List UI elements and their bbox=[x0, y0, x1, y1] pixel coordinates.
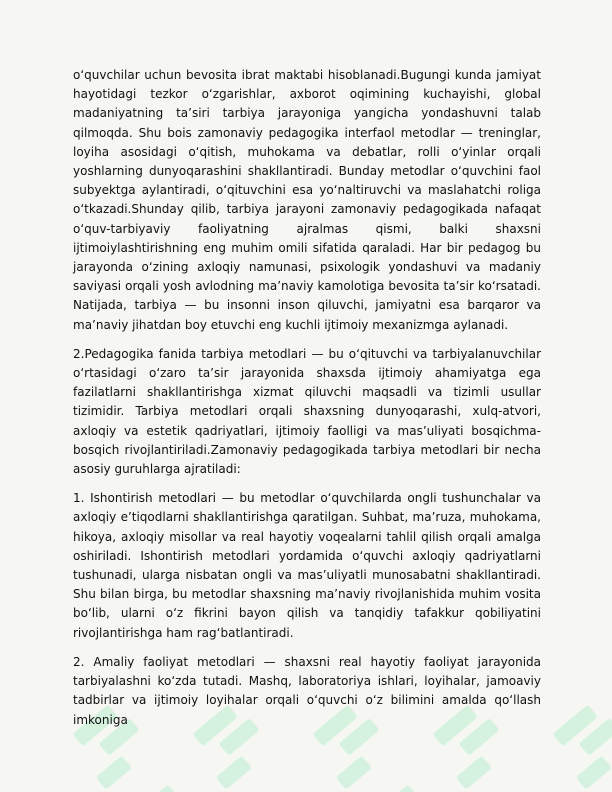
paragraph: 1. Ishontirish metodlari — bu metodlar o‘quvchilarda ongli tushunchalar va axloqiy e’tiqodlarni shakllantirishga qaratilgan. Suhbat, ma’ruza, muhokama, hikoya, axloqiy misollar va real hayotiy voqealarni tahlil qilish orqali amalga oshiriladi. Ishontirish metodlari yordamida o‘quvchi axloqiy qadriyatlarni tushunadi, ularga nisbatan ongli va mas’uliyatli munosabatni shakllantiradi. Shu bilan birga, bu metodlar shaxsning ma’naviy rivojlanishida muhim vosita bo‘lib, ularni o‘z fikrini bayon qilish va tanqidiy tafakkur qobiliyatini rivojlantirishga ham rag‘batlantiradi. bbox=[73, 491, 541, 640]
paragraph: o‘quvchilar uchun bevosita ibrat maktabi hisoblanadi.Bugungi kunda jamiyat hayotidagi tezkor o‘zgarishlar, axborot oqimining kuchayishi, global madaniyatning ta’siri tarbiya jarayoniga yangicha yondashuvni talab qilmoqda. Shu bois zamonaviy pedagogika interfaol metodlar — treninglar, loyiha asosidagi o‘qitish, muhokama va debatlar, rolli o‘yinlar orqali yoshlarning dunyoqarashini shakllantiradi. Bunday metodlar o‘quvchini faol subyektga aylantiradi, o‘qituvchini esa yo‘naltiruvchi va maslahatchi roliga o‘tkazadi.Shunday qilib, tarbiya jarayoni zamonaviy pedagogikada nafaqat o‘quv-tarbiyaviy faoliyatning ajralmas qismi, balki shaxsni ijtimoiylashtirishning eng muhim omili sifatida qaraladi. Har bir pedagog bu jarayonda o‘zining axloqiy namunasi, psixologik yondashuvi va madaniy saviyasi orqali yosh avlodning ma’naviy kamolotiga bevosita ta’sir ko‘rsatadi. Natijada, tarbiya — bu insonni inson qiluvchi, jamiyatni esa barqaror va ma’naviy jihatdan boy etuvchi eng kuchli ijtimoiy mexanizmga aylanadi. bbox=[73, 68, 541, 332]
paragraph: 2.Pedagogika fanida tarbiya metodlari — bu o‘qituvchi va tarbiyalanuvchilar o‘rtasidagi o‘zaro ta’sir jarayonida shaxsda ijtimoiy ahamiyatga ega fazilatlarni shakllantirishga xizmat qiluvchi maqsadli va tizimli usullar tizimidir. Tarbiya metodlari orqali shaxsning dunyoqarashi, xulq-atvori, axloqiy va estetik qadriyatlari, ijtimoiy faolligi va mas’uliyati bosqichma-bosqich rivojlantiriladi.Zamonaviy pedagogikada tarbiya metodlari bir necha asosiy guruhlarga ajratiladi: bbox=[73, 346, 541, 477]
watermark-mark bbox=[365, 779, 455, 792]
document-body bbox=[73, 66, 541, 740]
watermark-mark bbox=[545, 699, 612, 789]
watermark-mark bbox=[125, 779, 215, 792]
paragraph: 2. Amaliy faoliyat metodlari — shaxsni real hayotiy faoliyat jarayonida tarbiyalashni ko‘zda tutadi. Mashq, laboratoriya ishlari, loyihalar, jamoaviy tadbirlar va ijtimoiy loyihalar orqali o‘quvchi o‘z bilimini amalda qo‘llash imkoniga bbox=[73, 654, 541, 727]
